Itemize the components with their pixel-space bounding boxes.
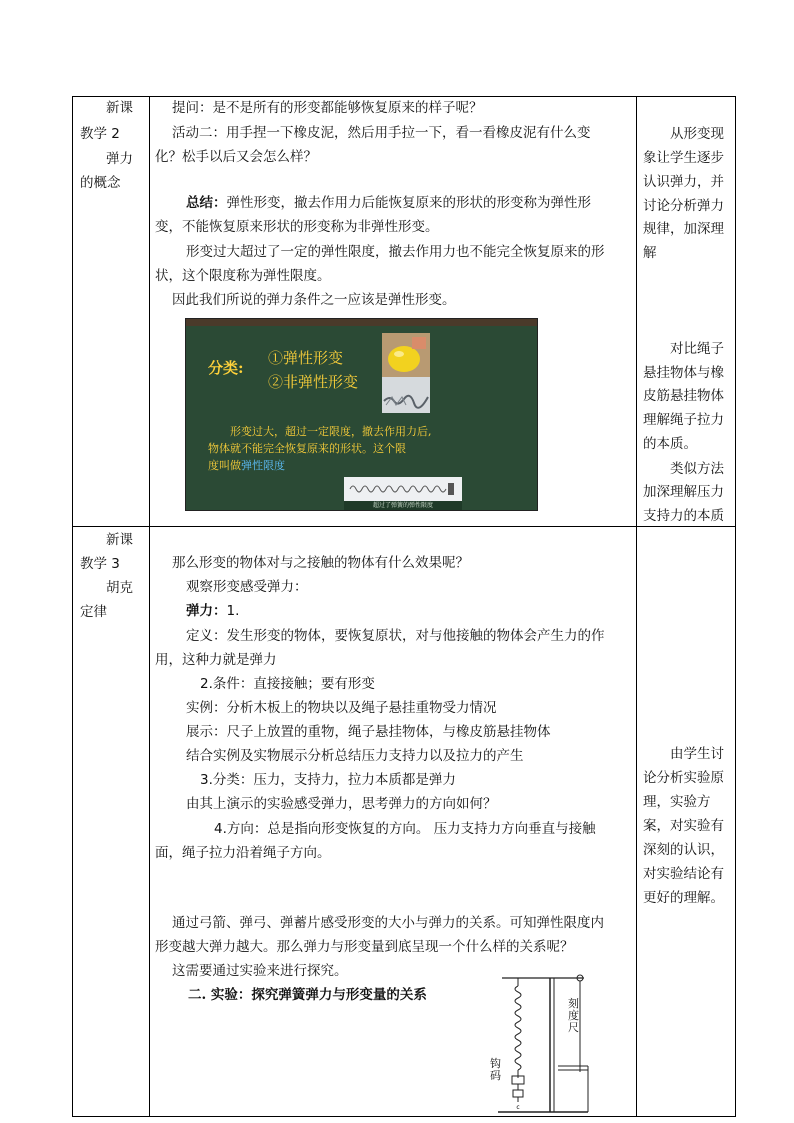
row2-label-line: 新课: [106, 532, 133, 548]
ruler-label: [568, 998, 579, 1034]
remark-line: 深刻的认识，: [643, 842, 724, 858]
remark-line: 讨论分析弹力: [643, 198, 724, 214]
question-text: 提问：是不是所有的形变都能够恢复原来的样子呢？: [172, 100, 483, 116]
remark-line: 理解绳子拉力: [643, 412, 724, 428]
activity-text: 活动二：用手捏一下橡皮泥，然后用手拉一下，看一看橡皮泥有什么变: [172, 125, 591, 141]
row2-label-line: 教学 3: [80, 556, 120, 572]
row1-label-line: 弹力: [106, 151, 133, 167]
relation-text: 通过弓箭、弹弓、弹蓄片感受形变的大小与弹力的关系。可知弹性限度内: [172, 915, 604, 931]
condition-text: 2.条件：直接接触；要有形变: [200, 676, 375, 692]
slide-item-inelastic: ②非弹性形变: [268, 373, 359, 391]
remark-line: 类似方法: [670, 461, 724, 477]
elastic-number: 1.: [226, 603, 240, 619]
ruler-label-char: 刻: [568, 997, 579, 1010]
classify-text: 3.分类：压力，支持力，拉力本质都是弹力: [200, 772, 456, 788]
remark-line: 由学生讨: [670, 746, 724, 762]
summary-label: 总结：: [186, 195, 227, 211]
row2-label-line: 胡克: [106, 580, 133, 596]
remark-line: 论分析实验原: [643, 770, 724, 786]
stretched-spring-photo: [344, 477, 462, 511]
remark-line: 悬挂物体与橡: [643, 365, 724, 381]
weight-label-char: 码: [490, 1069, 501, 1082]
observe-text: 观察形变感受弹力：: [186, 579, 308, 595]
activity-text: 化？松手以后又会怎么样？: [155, 149, 317, 165]
definition-text: 用，这种力就是弹力: [155, 652, 277, 668]
slide-description: [208, 423, 468, 474]
direction-question: 由其上演示的实验感受弹力，思考弹力的方向如何？: [186, 796, 497, 812]
remark-line: 皮筋悬挂物体: [643, 388, 724, 404]
balloon-photo: [382, 333, 430, 377]
limit-text: 状，这个限度称为弹性限度。: [155, 268, 331, 284]
remark-line: 的本质。: [643, 436, 697, 452]
row-divider: [72, 526, 736, 527]
remark-line: 解: [643, 245, 657, 261]
apparatus-drawing: [488, 972, 592, 1116]
column-divider-1: [149, 96, 150, 1117]
relation-text: 形变越大弹力越大。那么弹力与形变量到底呈现一个什么样的关系呢？: [155, 939, 574, 955]
elastic-heading: [186, 600, 239, 624]
spring-apparatus-diagram: [488, 972, 592, 1116]
remark-line: 支持力的本质: [643, 508, 724, 524]
show-text: 展示：尺子上放置的重物，绳子悬挂物体，与橡皮筋悬挂物体: [186, 724, 551, 740]
weight-label: [490, 1058, 501, 1082]
row1-label-line: 的概念: [80, 175, 121, 191]
summary-body: 弹性形变，撤去作用力后能恢复原来的形状的形变称为弹性形: [226, 195, 591, 211]
combine-text: 结合实例及实物展示分析总结压力支持力以及拉力的产生: [186, 748, 524, 764]
ruler-label-char: 度: [568, 1009, 579, 1022]
slide-item-elastic: ①弹性形变: [268, 349, 344, 367]
deformed-spring-photo: [382, 377, 430, 413]
slide-class-label: 分类:: [208, 359, 244, 377]
remark-line: 象让学生逐步: [643, 150, 724, 166]
experiment-title: 二. 实验：探究弹簧弹力与形变量的关系: [188, 987, 427, 1003]
weight-label-char: 钩: [490, 1057, 501, 1070]
limit-text: 形变过大超过了一定的弹性限度，撤去作用力也不能完全恢复原来的形: [186, 244, 605, 260]
definition-text: 定义：发生形变的物体，要恢复原状，对与他接触的物体会产生力的作: [186, 628, 605, 644]
remark-line: 理，实验方: [643, 794, 711, 810]
remark-line: 对比绳子: [670, 341, 724, 357]
column-divider-2: [636, 96, 637, 1117]
slide-desc-line: 形变过大，超过一定限度，撤去作用力后,: [230, 425, 432, 438]
ruler-label-char: 尺: [568, 1021, 579, 1034]
slide-desc-prefix: 度叫做: [208, 459, 241, 472]
direction-text: 面，绳子拉力沿着绳子方向。: [155, 845, 331, 861]
table-border-right: [735, 96, 736, 1117]
slide-desc-line: [208, 457, 468, 474]
svg-text:c: c: [516, 1104, 520, 1111]
intro-text: 那么形变的物体对与之接触的物体有什么效果呢？: [172, 555, 469, 571]
direction-text: 4.方向：总是指向形变恢复的方向。 压力支持力方向垂直与接触: [214, 821, 596, 837]
slide-desc-highlight: 弹性限度: [241, 459, 285, 472]
row2-label-line: 定律: [80, 604, 107, 620]
table-border-left: [72, 96, 73, 1117]
slide-desc-line: 物体就不能完全恢复原来的形状。这个限: [208, 442, 406, 455]
remark-line: 加深理解压力: [643, 484, 724, 500]
need-experiment-text: 这需要通过实验来进行探究。: [172, 963, 348, 979]
remark-line: 规律，加深理: [643, 221, 724, 237]
remark-line: 对实验结论有: [643, 866, 724, 882]
remark-line: 案，对实验有: [643, 818, 724, 834]
summary-text: 变，不能恢复原来形状的形变称为非弹性形变。: [155, 219, 439, 235]
strip-caption: 超过了弹簧的弹性限度: [344, 501, 462, 511]
slide-top-bar: [186, 319, 537, 326]
remark-line: 认识弹力，并: [643, 174, 724, 190]
row1-label-line: 教学 2: [80, 126, 120, 142]
elastic-title: 弹力：: [186, 603, 227, 619]
remark-line: 更好的理解。: [643, 890, 724, 906]
example-text: 实例：分析木板上的物块以及绳子悬挂重物受力情况: [186, 700, 497, 716]
remark-line: 从形变现: [670, 126, 724, 142]
classification-slide: [185, 318, 538, 511]
row1-label-line: 新课: [106, 100, 133, 116]
conclusion-text: 因此我们所说的弹力条件之一应该是弹性形变。: [172, 292, 456, 308]
summary-text: [186, 192, 591, 216]
